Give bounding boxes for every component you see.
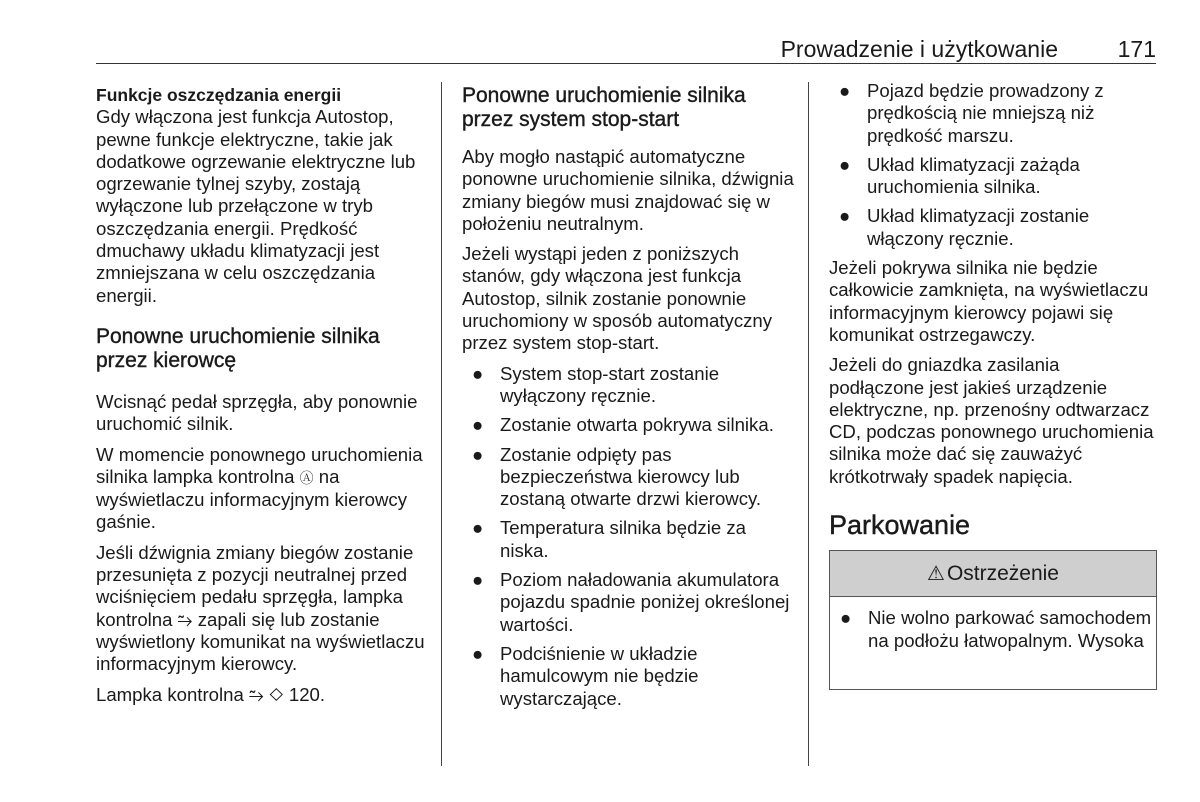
paragraph: Jeżeli pokrywa silnika nie będzie całkowicie zamknięta, na wyświetlaczu informacyjnym kierowcy pojawi się komunikat ostrzegawczy. <box>829 257 1149 345</box>
stop-start-indicator-icon: ⥲ <box>248 683 264 705</box>
list-item <box>462 414 795 436</box>
warning-header <box>830 551 1156 597</box>
column-divider <box>808 82 809 766</box>
heading-system-restart: Ponowne uruchomienie silnika przez system stop-start <box>462 84 746 131</box>
column-2 <box>462 80 795 717</box>
warning-triangle-icon: ⚠ <box>927 563 945 586</box>
text: zapali się lub zostanie wyświetlony komunikat na wyświetlaczu informacyjnym kierowcy. <box>96 608 425 675</box>
restart-conditions-list <box>462 363 795 710</box>
paragraph <box>96 684 431 706</box>
list-item-text: Temperatura silnika będzie za niska. <box>500 517 746 561</box>
paragraph: Jeżeli wystąpi jeden z poniższych stanów, gdy włączona jest funkcja Autostop, silnik zostanie ponownie uruchomiony w sposób automatyczny przez system stop-start. <box>462 243 773 354</box>
paragraph: Aby mogło nastąpić automatyczne ponowne uruchomienie silnika, dźwignia zmiany biegów musi znajdować się w położeniu neutralnym. <box>462 146 794 234</box>
page-header <box>96 32 1156 64</box>
list-item <box>462 517 795 562</box>
paragraph <box>96 444 431 534</box>
warning-list <box>830 607 1156 652</box>
warning-body <box>830 597 1156 652</box>
bullet-icon: ● <box>472 414 484 436</box>
list-item-text: Poziom naładowania akumulatora pojazdu spadnie poniżej określonej wartości. <box>500 569 790 635</box>
list-item <box>829 80 1159 147</box>
bullet-icon: ● <box>472 642 484 664</box>
list-item-text: Pojazd będzie prowadzony z prędkością nie mniejszą niż prędkość marszu. <box>867 80 1104 146</box>
list-item <box>462 444 795 511</box>
list-item <box>829 205 1159 250</box>
list-item <box>830 607 1156 652</box>
subheading-energy-saving: Funkcje oszczędzania energii <box>96 85 342 105</box>
list-item-text: System stop-start zostanie wyłączony ręcznie. <box>500 362 720 406</box>
heading-parking: Parkowanie <box>829 510 971 541</box>
list-item-text: Zostanie odpięty pas bezpieczeństwa kierowcy lub zostaną otwarte drzwi kierowcy. <box>500 443 762 510</box>
list-item-text: Podciśnienie w układzie hamulcowym nie będzie wystarczające. <box>500 642 699 709</box>
column-1 <box>96 80 431 714</box>
text: W momencie ponownego uruchomienia silnika lampka kontrolna <box>96 443 423 487</box>
list-item <box>462 363 795 408</box>
bullet-icon: ● <box>839 205 851 227</box>
paragraph: Wcisnąć pedał sprzęgła, aby ponownie uruchomić silnik. <box>96 390 418 435</box>
restart-conditions-list-continued <box>829 80 1159 250</box>
page-reference-link[interactable]: ◇ 120. <box>269 683 326 705</box>
bullet-icon: ● <box>472 569 484 591</box>
stop-start-indicator-icon: ⥲ <box>177 608 193 630</box>
list-item <box>462 643 795 710</box>
list-item-text: Układ klimatyzacji zostanie włączony ręcznie. <box>867 205 1090 249</box>
list-item <box>829 154 1159 199</box>
list-item-text: Zostanie otwarta pokrywa silnika. <box>500 414 774 436</box>
list-item-text: Układ klimatyzacji zażąda uruchomienia silnika. <box>867 153 1080 198</box>
bullet-icon: ● <box>840 607 852 629</box>
bullet-icon: ● <box>839 153 851 175</box>
warning-box <box>829 550 1157 690</box>
list-item <box>462 569 795 636</box>
bullet-icon: ● <box>839 80 851 101</box>
paragraph: Gdy włączona jest funkcja Autostop, pewne funkcje elektryczne, takie jak dodatkowe ogrzewanie elektryczne lub ogrzewanie tylnej szyby, zostają wyłączone lub przełączone w tryb oszczędzania energii. Prędkość dmuchawy układu klimatyzacji jest zmniejszana w celu oszczędzania energii. <box>96 106 416 306</box>
paragraph <box>96 542 431 676</box>
list-item-text: Nie wolno parkować samochodem na podłożu łatwopalnym. Wysoka <box>868 607 1152 651</box>
heading-driver-restart: Ponowne uruchomienie silnika przez kierowcę <box>96 324 380 372</box>
text: Lampka kontrolna <box>96 683 244 705</box>
autostop-indicator-icon: Ⓐ <box>299 469 314 486</box>
paragraph: Jeżeli do gniazdka zasilania podłączone jest jakieś urządzenie elektryczne, np. przenośny odtwarzacz CD, podczas ponownego uruchomienia silnika może dać się zauważyć krótkotrwały spadek napięcia. <box>829 354 1154 487</box>
bullet-icon: ● <box>472 362 484 384</box>
page-number: 171 <box>1117 36 1156 62</box>
text: na wyświetlaczu informacyjnym kierowcy gaśnie. <box>96 465 408 533</box>
section-title: Prowadzenie i użytkowanie <box>780 36 1058 62</box>
column-divider <box>441 82 442 766</box>
column-3 <box>829 80 1159 690</box>
text: Jeśli dźwignia zmiany biegów zostanie przesunięta z pozycji neutralnej przed wciśnięciem pedału sprzęgła, lampka kontrolna <box>96 541 414 630</box>
warning-title: Ostrzeżenie <box>946 562 1059 586</box>
bullet-icon: ● <box>472 517 484 539</box>
bullet-icon: ● <box>472 443 484 465</box>
